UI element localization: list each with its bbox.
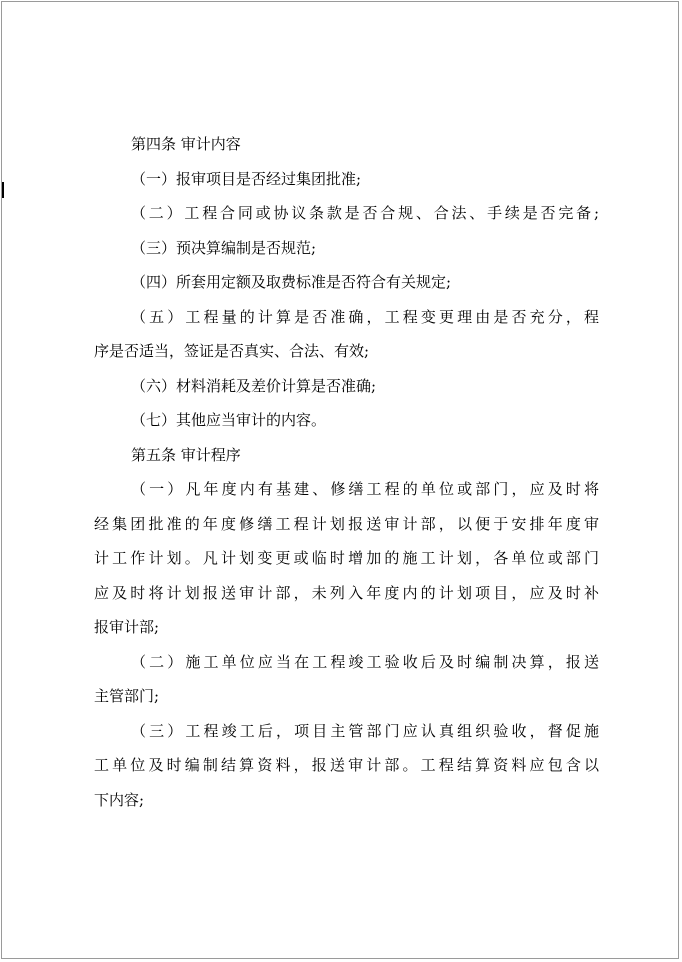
- document-line: 第五条 审计程序: [131, 445, 241, 464]
- document-line: （一）凡年度内有基建、修缮工程的单位或部门，应及时将: [131, 480, 599, 498]
- document-line: （二）施工单位应当在工程竣工验收后及时编制决算，报送: [131, 652, 599, 671]
- document-line: （五）工程量的计算是否准确，工程变更理由是否充分，程: [131, 307, 599, 326]
- document-line: （六）材料消耗及差价计算是否准确;: [131, 376, 377, 395]
- document-line: （七）其他应当审计的内容。: [131, 411, 327, 429]
- document-page: [1, 1, 679, 959]
- document-body: [94, 127, 599, 817]
- document-line: 应及时将计划报送审计部，未列入年度内的计划项目，应及时补: [94, 583, 599, 602]
- document-line: 主管部门;: [94, 687, 160, 705]
- document-line: 经集团批准的年度修缮工程计划报送审计部，以便于安排年度审: [94, 514, 599, 533]
- document-line: （二）工程合同或协议条款是否合规、合法、手续是否完备;: [131, 204, 599, 222]
- document-line: 第四条 审计内容: [131, 135, 241, 153]
- document-line: 报审计部;: [94, 618, 160, 636]
- document-line: 下内容;: [94, 790, 145, 809]
- document-line: （一）报审项目是否经过集团批准;: [131, 169, 362, 188]
- page-edge-mark: [2, 182, 4, 198]
- document-line: （三）预决算编制是否规范;: [131, 238, 317, 257]
- document-line: 序是否适当，签证是否真实、合法、有效;: [94, 342, 370, 360]
- document-line: 工单位及时编制结算资料，报送审计部。工程结算资料应包含以: [94, 756, 599, 774]
- document-line: （三）工程竣工后，项目主管部门应认真组织验收，督促施: [131, 721, 599, 740]
- document-line: （四）所套用定额及取费标准是否符合有关规定;: [131, 273, 452, 291]
- document-line: 计工作计划。凡计划变更或临时增加的施工计划，各单位或部门: [94, 549, 599, 567]
